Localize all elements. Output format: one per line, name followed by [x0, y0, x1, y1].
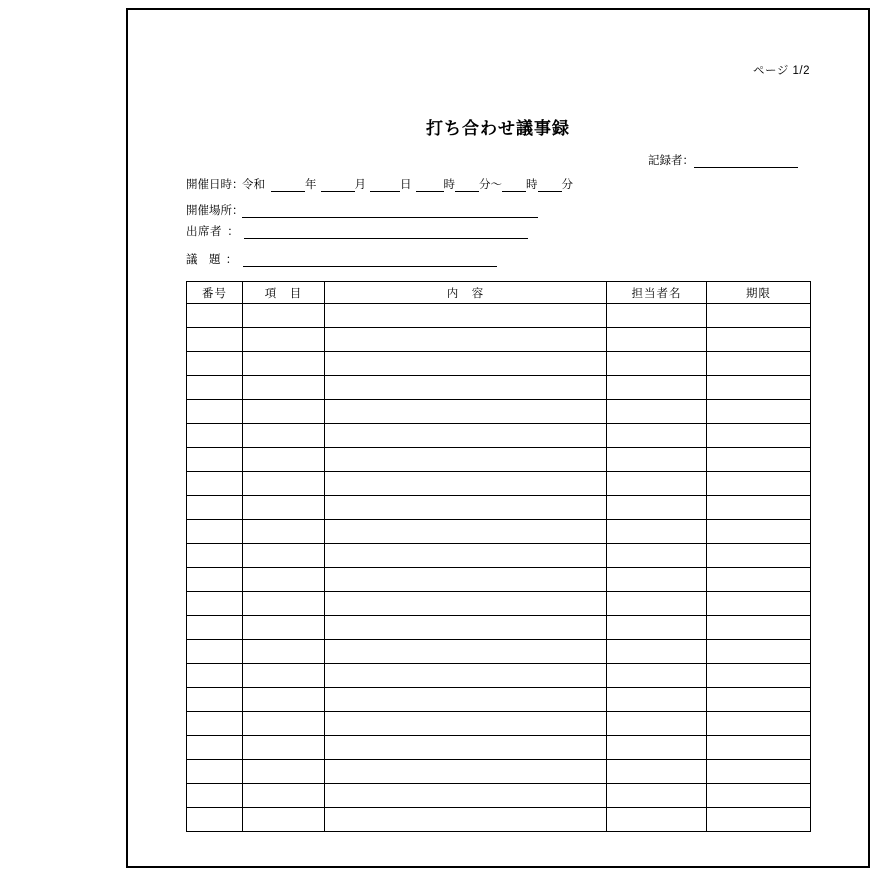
cell-owner[interactable]: [607, 664, 707, 688]
cell-number[interactable]: [187, 808, 243, 832]
cell-item[interactable]: [243, 568, 325, 592]
cell-number[interactable]: [187, 736, 243, 760]
place-input-rule[interactable]: [242, 207, 538, 218]
table-row: [187, 736, 811, 760]
table-row: [187, 760, 811, 784]
table-row: [187, 304, 811, 328]
datetime-seg-hour: 時: [443, 179, 455, 191]
cell-due[interactable]: [707, 424, 811, 448]
datetime-hour-start-input[interactable]: [416, 181, 444, 192]
datetime-seg-minute-to: 分～: [479, 179, 502, 191]
cell-due[interactable]: [707, 616, 811, 640]
table-row: [187, 568, 811, 592]
cell-owner[interactable]: [607, 784, 707, 808]
cell-content[interactable]: [325, 520, 607, 544]
cell-owner[interactable]: [607, 712, 707, 736]
cell-owner[interactable]: [607, 760, 707, 784]
page-title: 打ち合わせ議事録: [426, 119, 570, 138]
cell-item[interactable]: [243, 544, 325, 568]
cell-owner[interactable]: [607, 352, 707, 376]
minutes-table-body: [187, 304, 811, 832]
cell-item[interactable]: [243, 688, 325, 712]
page-indicator: ページ 1/2: [753, 65, 810, 77]
cell-due[interactable]: [707, 808, 811, 832]
cell-number[interactable]: [187, 784, 243, 808]
cell-due[interactable]: [707, 520, 811, 544]
cell-owner[interactable]: [607, 472, 707, 496]
datetime-seg-month: 月: [354, 179, 366, 191]
cell-content[interactable]: [325, 376, 607, 400]
cell-owner[interactable]: [607, 568, 707, 592]
minutes-table-head: [187, 282, 811, 304]
datetime-minute-start-input[interactable]: [455, 181, 479, 192]
cell-due[interactable]: [707, 784, 811, 808]
cell-owner[interactable]: [607, 496, 707, 520]
table-row: [187, 808, 811, 832]
table-row: [187, 640, 811, 664]
table-row: [187, 328, 811, 352]
cell-content[interactable]: [325, 712, 607, 736]
cell-due[interactable]: [707, 472, 811, 496]
cell-number[interactable]: [187, 400, 243, 424]
place-label: 開催場所: [186, 205, 232, 217]
datetime-era: 令和: [242, 179, 265, 191]
cell-owner[interactable]: [607, 376, 707, 400]
table-row: [187, 424, 811, 448]
cell-owner[interactable]: [607, 328, 707, 352]
cell-content[interactable]: [325, 424, 607, 448]
cell-content[interactable]: [325, 568, 607, 592]
attendees-field: [186, 223, 528, 239]
recorder-input-rule[interactable]: [694, 157, 798, 168]
cell-content[interactable]: [325, 592, 607, 616]
cell-due[interactable]: [707, 352, 811, 376]
cell-owner[interactable]: [607, 448, 707, 472]
cell-number[interactable]: [187, 760, 243, 784]
cell-item[interactable]: [243, 448, 325, 472]
cell-item[interactable]: [243, 784, 325, 808]
cell-number[interactable]: [187, 304, 243, 328]
cell-item[interactable]: [243, 328, 325, 352]
cell-due[interactable]: [707, 664, 811, 688]
cell-owner[interactable]: [607, 808, 707, 832]
cell-content[interactable]: [325, 328, 607, 352]
datetime-month-input[interactable]: [321, 181, 355, 192]
table-row: [187, 544, 811, 568]
cell-item[interactable]: [243, 712, 325, 736]
cell-item[interactable]: [243, 496, 325, 520]
cell-due[interactable]: [707, 544, 811, 568]
cell-content[interactable]: [325, 760, 607, 784]
cell-owner[interactable]: [607, 520, 707, 544]
cell-content[interactable]: [325, 472, 607, 496]
attendees-label: 出席者: [186, 226, 222, 238]
cell-content[interactable]: [325, 688, 607, 712]
table-row: [187, 400, 811, 424]
attendees-input-rule[interactable]: [244, 228, 528, 239]
table-row: [187, 352, 811, 376]
cell-item[interactable]: [243, 592, 325, 616]
cell-due[interactable]: [707, 592, 811, 616]
cell-due[interactable]: [707, 736, 811, 760]
cell-content[interactable]: [325, 736, 607, 760]
cell-content[interactable]: [325, 664, 607, 688]
agenda-label: 議 題: [186, 254, 221, 266]
cell-owner[interactable]: [607, 736, 707, 760]
agenda-colon: ：: [225, 254, 238, 266]
datetime-day-input[interactable]: [370, 181, 400, 192]
cell-item[interactable]: [243, 808, 325, 832]
table-row: [187, 520, 811, 544]
datetime-field: [186, 176, 573, 192]
cell-content[interactable]: [325, 352, 607, 376]
table-row: [187, 496, 811, 520]
cell-item[interactable]: [243, 640, 325, 664]
column-header-owner: 担当者名: [607, 282, 707, 304]
cell-item[interactable]: [243, 736, 325, 760]
column-header-due: 期限: [707, 282, 811, 304]
cell-owner[interactable]: [607, 544, 707, 568]
cell-due[interactable]: [707, 376, 811, 400]
cell-content[interactable]: [325, 304, 607, 328]
cell-owner[interactable]: [607, 688, 707, 712]
datetime-seg-day: 日: [400, 179, 412, 191]
cell-number[interactable]: [187, 520, 243, 544]
table-row: [187, 784, 811, 808]
datetime-minute-end-input[interactable]: [538, 181, 562, 192]
document-page: [126, 8, 870, 868]
cell-due[interactable]: [707, 328, 811, 352]
cell-number[interactable]: [187, 592, 243, 616]
agenda-input-rule[interactable]: [243, 256, 497, 267]
cell-number[interactable]: [187, 496, 243, 520]
cell-number[interactable]: [187, 568, 243, 592]
cell-item[interactable]: [243, 352, 325, 376]
recorder-label: 記録者：: [648, 155, 694, 167]
cell-item[interactable]: [243, 424, 325, 448]
cell-due[interactable]: [707, 496, 811, 520]
table-row: [187, 592, 811, 616]
cell-due[interactable]: [707, 304, 811, 328]
table-row: [187, 616, 811, 640]
agenda-field: [186, 251, 497, 267]
cell-number[interactable]: [187, 328, 243, 352]
cell-number[interactable]: [187, 376, 243, 400]
datetime-seg-hour2: 時: [526, 179, 538, 191]
cell-owner[interactable]: [607, 424, 707, 448]
cell-item[interactable]: [243, 760, 325, 784]
cell-item[interactable]: [243, 472, 325, 496]
table-row: [187, 472, 811, 496]
cell-number[interactable]: [187, 448, 243, 472]
cell-due[interactable]: [707, 688, 811, 712]
cell-item[interactable]: [243, 520, 325, 544]
cell-due[interactable]: [707, 448, 811, 472]
datetime-label: 開催日時: [186, 179, 232, 191]
cell-due[interactable]: [707, 760, 811, 784]
cell-item[interactable]: [243, 400, 325, 424]
cell-number[interactable]: [187, 472, 243, 496]
cell-due[interactable]: [707, 568, 811, 592]
place-field: [186, 202, 538, 218]
column-header-item: 項 目: [243, 282, 325, 304]
cell-item[interactable]: [243, 616, 325, 640]
cell-owner[interactable]: [607, 304, 707, 328]
cell-content[interactable]: [325, 496, 607, 520]
cell-number[interactable]: [187, 712, 243, 736]
cell-owner[interactable]: [607, 640, 707, 664]
cell-content[interactable]: [325, 448, 607, 472]
datetime-hour-end-input[interactable]: [502, 181, 526, 192]
table-row: [187, 712, 811, 736]
table-row: [187, 376, 811, 400]
column-header-number: 番号: [187, 282, 243, 304]
cell-item[interactable]: [243, 304, 325, 328]
cell-content[interactable]: [325, 784, 607, 808]
datetime-seg-minute2: 分: [561, 179, 573, 191]
table-header-row: [187, 282, 811, 304]
cell-number[interactable]: [187, 664, 243, 688]
cell-number[interactable]: [187, 544, 243, 568]
cell-due[interactable]: [707, 640, 811, 664]
table-row: [187, 448, 811, 472]
cell-item[interactable]: [243, 376, 325, 400]
cell-due[interactable]: [707, 400, 811, 424]
datetime-colon: ：: [232, 179, 244, 191]
column-header-content: 内 容: [325, 282, 607, 304]
recorder-field: [648, 152, 798, 168]
cell-number[interactable]: [187, 424, 243, 448]
minutes-table: [186, 281, 811, 832]
table-row: [187, 664, 811, 688]
datetime-year-input[interactable]: [271, 181, 305, 192]
cell-due[interactable]: [707, 712, 811, 736]
cell-number[interactable]: [187, 352, 243, 376]
cell-item[interactable]: [243, 664, 325, 688]
place-colon: ：: [232, 205, 244, 217]
cell-content[interactable]: [325, 400, 607, 424]
cell-content[interactable]: [325, 616, 607, 640]
document-page-content: [128, 10, 868, 866]
cell-number[interactable]: [187, 688, 243, 712]
cell-owner[interactable]: [607, 592, 707, 616]
cell-content[interactable]: [325, 544, 607, 568]
cell-content[interactable]: [325, 808, 607, 832]
cell-owner[interactable]: [607, 400, 707, 424]
cell-number[interactable]: [187, 640, 243, 664]
cell-owner[interactable]: [607, 616, 707, 640]
table-row: [187, 688, 811, 712]
cell-content[interactable]: [325, 640, 607, 664]
datetime-seg-year: 年: [305, 179, 317, 191]
cell-number[interactable]: [187, 616, 243, 640]
attendees-colon: ：: [227, 226, 239, 238]
